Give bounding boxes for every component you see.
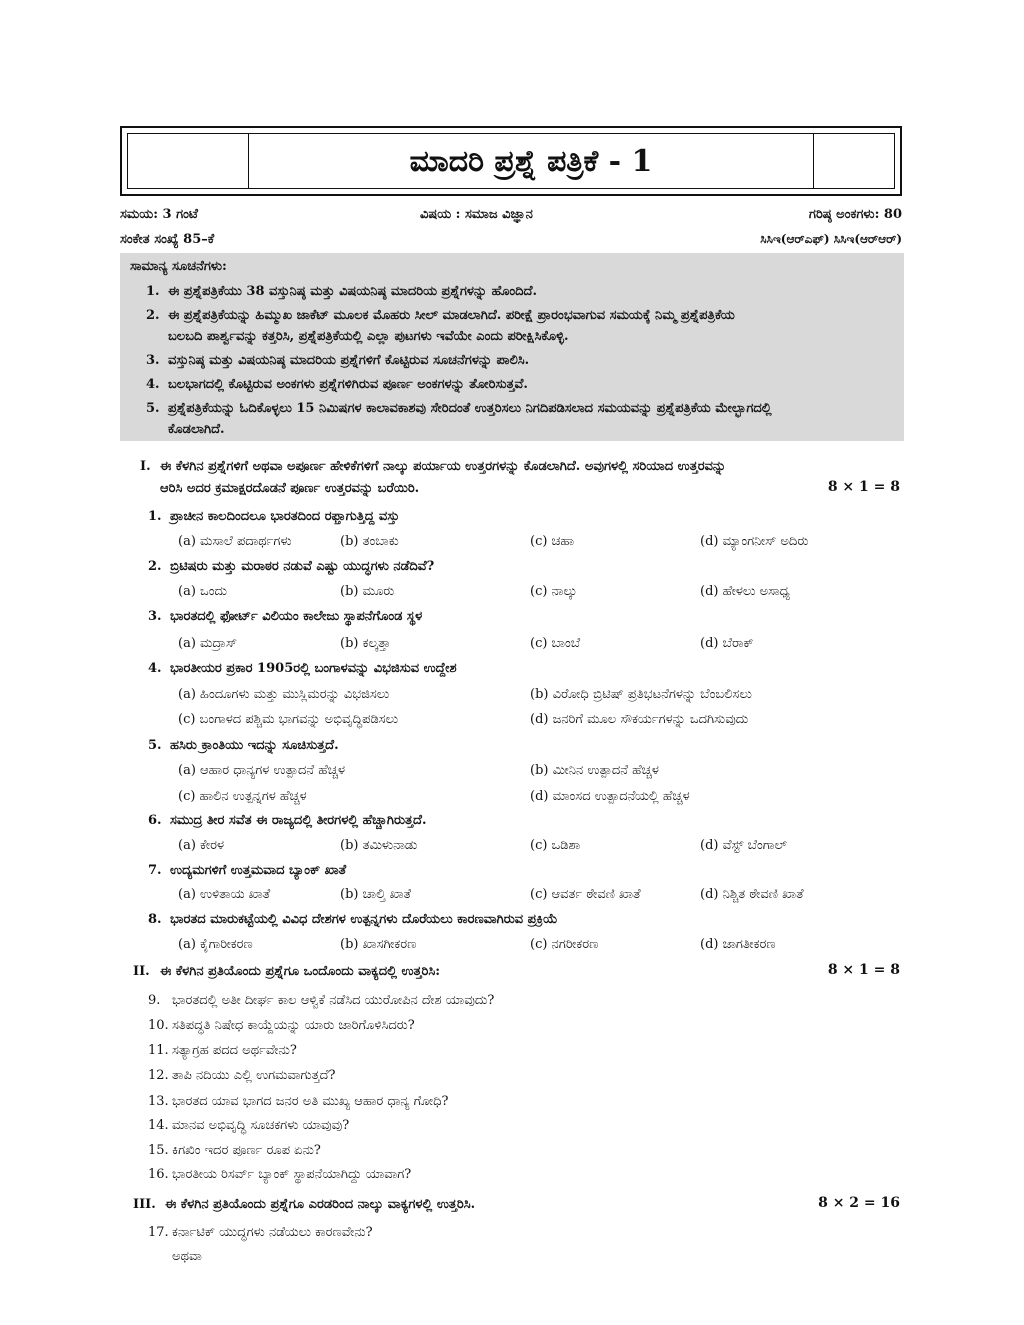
option-b: (b) ಖಾಸಗೀಕರಣ	[340, 937, 417, 952]
instruction-continuation: ಕೊಡಲಾಗಿದೆ.	[168, 422, 225, 437]
instruction-number: 3.	[146, 353, 160, 368]
question-number: 8.	[148, 912, 162, 927]
question-number: 14.	[148, 1118, 169, 1133]
mcq-question	[148, 609, 422, 624]
mcq-question	[148, 863, 346, 878]
option-d: (d) ಜಾಗತೀಕರಣ	[700, 937, 776, 952]
section-1-heading	[140, 455, 900, 478]
short-question	[148, 1143, 321, 1158]
short-question	[148, 1225, 373, 1240]
question-number: 13.	[148, 1094, 169, 1109]
section-1-heading-cont: ಆರಿಸಿ ಅದರ ಕ್ರಮಾಕ್ಷರದೊಡನೆ ಪೂರ್ಣ ಉತ್ತರವನ್ನು ಬರೆಯಿರಿ.	[160, 481, 420, 496]
question-number: 3.	[148, 609, 162, 624]
instruction-item	[146, 305, 894, 326]
instructions-heading: ಸಾಮಾನ್ಯ ಸೂಚನೆಗಳು:	[130, 259, 227, 274]
section-text: ಈ ಕೆಳಗಿನ ಪ್ರತಿಯೊಂದು ಪ್ರಶ್ನೆಗೂ ಎರಡರಿಂದ ನಾಲ್ಕು ವಾಕ್ಯಗಳಲ್ಲಿ ಉತ್ತರಿಸಿ.	[165, 1197, 476, 1212]
short-question	[148, 993, 494, 1008]
general-instructions	[120, 253, 904, 441]
exam-subject: ವಿಷಯ : ಸಮಾಜ ವಿಜ್ಞಾನ	[420, 207, 533, 222]
question-number: 17.	[148, 1225, 169, 1240]
question-number: 10.	[148, 1018, 169, 1033]
title-inner-frame	[127, 133, 895, 189]
section-2-heading	[133, 960, 893, 983]
instruction-number: 1.	[146, 284, 160, 299]
question-number: 5.	[148, 738, 162, 753]
instruction-number: 2.	[146, 308, 160, 323]
mcq-question	[148, 738, 339, 753]
mcq-question	[148, 661, 457, 676]
mcq-question	[148, 912, 558, 927]
option-a: (a) ಕೇರಳ	[178, 838, 225, 853]
question-text: ಭಾರತದ ಮಾರುಕಟ್ಟೆಯಲ್ಲಿ ವಿವಿಧ ದೇಶಗಳ ಉತ್ಪನ್ನಗಳು ದೊರೆಯಲು ಕಾರಣವಾಗಿರುವ ಪ್ರಕ್ರಿಯೆ	[170, 912, 558, 927]
option-b: (b) ಮೀನಿನ ಉತ್ಪಾದನೆ ಹೆಚ್ಚಳ	[530, 763, 659, 778]
question-number: 2.	[148, 559, 162, 574]
mcq-question	[148, 813, 426, 828]
instruction-text: ಈ ಪ್ರಶ್ನೆಪತ್ರಿಕೆಯನ್ನು ಹಿಮ್ಮುಖ ಜಾಕೆಟ್ ಮೂಲಕ ಮೊಹರು ಸೀಲ್ ಮಾಡಲಾಗಿದೆ. ಪರೀಕ್ಷೆ ಪ್ರಾರಂಭವಾಗುವ ಸಮಯಕ್ಕೆ ನಿಮ್ಮ ಪ್ರಶ್ನೆಪತ್ರಿಕೆಯ	[168, 308, 735, 323]
short-question	[148, 1167, 411, 1182]
question-text: ಹಸಿರು ಕ್ರಾಂತಿಯು ಇದನ್ನು ಸೂಚಿಸುತ್ತದೆ.	[170, 738, 339, 753]
question-text: ಮಾನವ ಅಭಿವೃದ್ಧಿ ಸೂಚಕಗಳು ಯಾವುವು?	[172, 1118, 350, 1133]
section-number: II.	[133, 964, 150, 979]
option-a: (a) ಹಿಂದೂಗಳು ಮತ್ತು ಮುಸ್ಲಿಮರನ್ನು ವಿಭಜಿಸಲು	[178, 687, 390, 702]
option-b: (b) ವಿರೋಧಿ ಬ್ರಿಟಿಷ್ ಪ್ರತಿಭಟನೆಗಳನ್ನು ಬೆಂಬಲಿಸಲು	[530, 687, 752, 702]
instruction-item	[146, 281, 894, 302]
title-right-cell	[813, 134, 894, 188]
option-a: (a) ಒಂದು	[178, 584, 228, 599]
instruction-text: ಬಲಭಾಗದಲ್ಲಿ ಕೊಟ್ಟಿರುವ ಅಂಕಗಳು ಪ್ರಶ್ನೆಗಳಿಗಿರುವ ಪೂರ್ಣ ಅಂಕಗಳನ್ನು ತೋರಿಸುತ್ತವೆ.	[168, 377, 528, 392]
question-text: ಭಾರತೀಯ ರಿಸರ್ವ್ ಬ್ಯಾಂಕ್ ಸ್ಥಾಪನೆಯಾಗಿದ್ದು ಯಾವಾಗ?	[172, 1167, 412, 1182]
short-question	[148, 1018, 415, 1033]
option-a: (a) ಕೈಗಾರೀಕರಣ	[178, 937, 253, 952]
question-text: ಪ್ರಾಚೀನ ಕಾಲದಿಂದಲೂ ಭಾರತದಿಂದ ರಫ್ತಾಗುತ್ತಿದ್ದ ವಸ್ತು	[170, 509, 400, 524]
option-a: (a) ಮದ್ರಾಸ್	[178, 636, 238, 651]
option-b: (b) ತಮಿಳುನಾಡು	[340, 838, 418, 853]
option-c: (c) ಚಹಾ	[530, 534, 575, 549]
instruction-item	[146, 374, 894, 395]
question-text: ಭಾರತದಲ್ಲಿ ಫೋರ್ಟ್ ವಿಲಿಯಂ ಕಾಲೇಜು ಸ್ಥಾಪನೆಗೊಂಡ ಸ್ಥಳ	[170, 609, 423, 624]
option-b: (b) ಚಾಲ್ತಿ ಖಾತೆ	[340, 887, 412, 902]
instruction-number: 4.	[146, 377, 160, 392]
question-text: ಉದ್ಯಮಗಳಿಗೆ ಉತ್ತಮವಾದ ಬ್ಯಾಂಕ್ ಖಾತೆ	[170, 863, 347, 878]
question-text: ಭಾರತೀಯರ ಪ್ರಕಾರ 1905ರಲ್ಲಿ ಬಂಗಾಳವನ್ನು ವಿಭಜಿಸುವ ಉದ್ದೇಶ	[170, 661, 457, 676]
option-a: (a) ಉಳಿತಾಯ ಖಾತೆ	[178, 887, 271, 902]
section-text: ಈ ಕೆಳಗಿನ ಪ್ರತಿಯೊಂದು ಪ್ರಶ್ನೆಗೂ ಒಂದೊಂದು ವಾಕ್ಯದಲ್ಲಿ ಉತ್ತರಿಸಿ:	[160, 964, 441, 979]
option-b: (b) ತಂಬಾಕು	[340, 534, 399, 549]
question-text: ಭಾರತದಲ್ಲಿ ಅತೀ ದೀರ್ಘ ಕಾಲ ಆಳ್ವಿಕೆ ನಡೆಸಿದ ಯುರೋಪಿನ ದೇಶ ಯಾವುದು?	[172, 993, 495, 1008]
question-number: 6.	[148, 813, 162, 828]
option-d: (d) ಮಾಂಸದ ಉತ್ಪಾದನೆಯಲ್ಲಿ ಹೆಚ್ಚಳ	[530, 789, 690, 804]
option-b: (b) ಮೂರು	[340, 584, 395, 599]
exam-code: ಸಂಕೇತ ಸಂಖ್ಯೆ 85–ಕೆ	[120, 232, 215, 247]
exam-time: ಸಮಯ: 3 ಗಂಟೆ	[120, 207, 198, 222]
title-box	[120, 126, 902, 196]
short-question	[148, 1118, 349, 1133]
question-text: ತಾಪಿ ನದಿಯು ಎಲ್ಲಿ ಉಗಮವಾಗುತ್ತದೆ?	[172, 1068, 336, 1083]
option-d: (d) ನಿಶ್ಚಿತ ಠೇವಣಿ ಖಾತೆ	[700, 887, 804, 902]
option-c: (c) ನಗರೀಕರಣ	[530, 937, 599, 952]
short-question	[148, 1043, 297, 1058]
question-text: ಸತಿಪದ್ಧತಿ ನಿಷೇಧ ಕಾಯ್ದೆಯನ್ನು ಯಾರು ಜಾರಿಗೊಳಿಸಿದರು?	[172, 1018, 415, 1033]
option-c: (c) ಬಾಂಬೆ	[530, 636, 581, 651]
instruction-text: ಪ್ರಶ್ನೆಪತ್ರಿಕೆಯನ್ನು ಓದಿಕೊಳ್ಳಲು 15 ನಿಮಿಷಗಳ ಕಾಲಾವಕಾಶವು ಸೇರಿದಂತೆ ಉತ್ತರಿಸಲು ನಿಗದಿಪಡಿಸಲಾದ ಸಮಯವನ್ನು ಪ್ರಶ್ನೆಪತ್ರಿಕೆಯ ಮೇಲ್ಭಾಗದಲ್ಲಿ	[168, 401, 772, 416]
section-3-marks: 8 × 2 = 16	[818, 1195, 900, 1211]
question-text: ಕಿಗಖಿಂ ಇದರ ಪೂರ್ಣ ರೂಪ ಏನು?	[172, 1143, 321, 1158]
question-number: 11.	[148, 1043, 169, 1058]
option-c: (c) ನಾಲ್ಕು	[530, 584, 578, 599]
question-text: ಸತ್ಯಾಗ್ರಹ ಪದದ ಅರ್ಥವೇನು?	[172, 1043, 297, 1058]
option-c: (c) ಹಾಲಿನ ಉತ್ಪನ್ನಗಳ ಹೆಚ್ಚಳ	[178, 789, 307, 804]
question-number: 4.	[148, 661, 162, 676]
question-text: ಸಮುದ್ರ ತೀರ ಸವೆತ ಈ ರಾಜ್ಯದಲ್ಲಿ ತೀರಗಳಲ್ಲಿ ಹೆಚ್ಚಾಗಿರುತ್ತದೆ.	[170, 813, 427, 828]
option-b: (b) ಕಲ್ಕತ್ತಾ	[340, 636, 391, 651]
option-d: (d) ವೆಸ್ಟ್ ಬೆಂಗಾಲ್	[700, 838, 788, 853]
section-1-marks: 8 × 1 = 8	[827, 479, 900, 495]
option-c: (c) ಬಂಗಾಳದ ಪಶ್ಚಿಮ ಭಾಗವನ್ನು ಅಭಿವೃದ್ಧಿಪಡಿಸಲು	[178, 712, 399, 727]
mcq-question	[148, 559, 434, 574]
option-c: (c) ಒಡಿಶಾ	[530, 838, 581, 853]
question-number: 16.	[148, 1167, 169, 1182]
section-number: I.	[140, 459, 151, 474]
option-a: (a) ಆಹಾರ ಧಾನ್ಯಗಳ ಉತ್ಪಾದನೆ ಹೆಚ್ಚಳ	[178, 763, 345, 778]
question-number: 15.	[148, 1143, 169, 1158]
question-number: 1.	[148, 509, 162, 524]
mcq-question	[148, 509, 399, 524]
question-text: ಬ್ರಿಟಿಷರು ಮತ್ತು ಮರಾಠರ ನಡುವೆ ಎಷ್ಟು ಯುದ್ಧಗಳು ನಡೆದಿವೆ?	[170, 559, 435, 574]
short-question	[148, 1094, 449, 1109]
question-text: ಭಾರತದ ಯಾವ ಭಾಗದ ಜನರ ಅತಿ ಮುಖ್ಯ ಆಹಾರ ಧಾನ್ಯ ಗೋಧಿ?	[172, 1094, 449, 1109]
instruction-text: ವಸ್ತುನಿಷ್ಠ ಮತ್ತು ವಿಷಯನಿಷ್ಠ ಮಾದರಿಯ ಪ್ರಶ್ನೆಗಳಿಗೆ ಕೊಟ್ಟಿರುವ ಸೂಚನೆಗಳನ್ನು ಪಾಲಿಸಿ.	[168, 353, 530, 368]
option-c: (c) ಆವರ್ತ ಠೇವಣಿ ಖಾತೆ	[530, 887, 641, 902]
section-text: ಈ ಕೆಳಗಿನ ಪ್ರಶ್ನೆಗಳಿಗೆ ಅಥವಾ ಅಪೂರ್ಣ ಹೇಳಿಕೆಗಳಿಗೆ ನಾಲ್ಕು ಪರ್ಯಾಯ ಉತ್ತರಗಳನ್ನು ಕೊಡಲಾಗಿದೆ. ಅವುಗಳಲ್ಲಿ ಸರಿಯಾದ ಉತ್ತರವನ್ನು	[160, 459, 727, 474]
section-number: III.	[133, 1197, 156, 1212]
option-d: (d) ಮ್ಯಾಂಗನೀಸ್ ಅದಿರು	[700, 534, 809, 549]
question-number: 12.	[148, 1068, 169, 1083]
instruction-item	[146, 398, 894, 419]
option-a: (a) ಮಸಾಲೆ ಪದಾರ್ಥಗಳು	[178, 534, 292, 549]
section-3-heading	[133, 1193, 893, 1216]
page-title: ಮಾದರಿ ಪ್ರಶ್ನೆ ಪತ್ರಿಕೆ - 1	[409, 143, 653, 179]
option-d: (d) ಬೆರಾಕ್	[700, 636, 754, 651]
instruction-item	[146, 350, 894, 371]
short-question	[148, 1068, 336, 1083]
option-d: (d) ಜನರಿಗೆ ಮೂಲ ಸೌಕರ್ಯಗಳನ್ನು ಒದಗಿಸುವುದು	[530, 712, 749, 727]
option-d: (d) ಹೇಳಲು ಅಸಾಧ್ಯ	[700, 584, 790, 599]
question-text: ಕರ್ನಾಟಿಕ್ ಯುದ್ಧಗಳು ನಡೆಯಲು ಕಾರಣವೇನು?	[172, 1225, 373, 1240]
question-number: 7.	[148, 863, 162, 878]
section-2-marks: 8 × 1 = 8	[827, 962, 900, 978]
question-number: 9.	[148, 993, 161, 1008]
instruction-continuation: ಬಲಬದಿ ಪಾರ್ಶ್ವವನ್ನು ಕತ್ತರಿಸಿ, ಪ್ರಶ್ನೆಪತ್ರಿಕೆಯಲ್ಲಿ ಎಲ್ಲಾ ಪುಟಗಳು ಇವೆಯೇ ಎಂದು ಪರೀಕ್ಷಿಸಿಕೊಳ್ಳಿ.	[168, 329, 569, 344]
exam-type: ಸಿಸಿಇ(ಆರ್‌ಎಫ್) ಸಿಸಿಇ(ಆರ್‌ಆರ್)	[760, 232, 902, 246]
instruction-text: ಈ ಪ್ರಶ್ನೆಪತ್ರಿಕೆಯು 38 ವಸ್ತುನಿಷ್ಠ ಮತ್ತು ವಿಷಯನಿಷ್ಠ ಮಾದರಿಯ ಪ್ರಶ್ನೆಗಳನ್ನು ಹೊಂದಿದೆ.	[168, 284, 538, 299]
or-label: ಅಥವಾ	[172, 1249, 202, 1264]
exam-max-marks: ಗರಿಷ್ಠ ಅಂಕಗಳು: 80	[808, 207, 902, 222]
title-left-cell	[128, 134, 249, 188]
instruction-number: 5.	[146, 401, 160, 416]
